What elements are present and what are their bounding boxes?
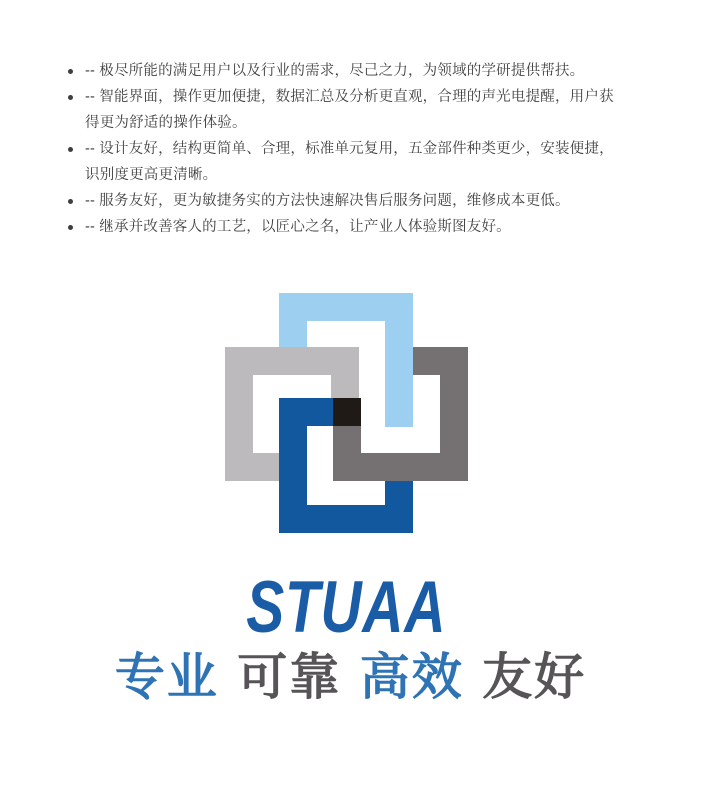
bullet-list — [66, 58, 626, 240]
logo-weave-lightblue — [385, 398, 413, 427]
slogan-word-1: 专业 — [114, 649, 219, 705]
bullet-text-3: -- 设计友好，结构更简单、合理，标准单元复用，五金部件种类更少，安装便捷，识别度更高更清晰。 — [85, 141, 614, 183]
bullet-item-1 — [66, 58, 626, 84]
logo-weave-darkgray-bottom — [333, 453, 468, 481]
logo-overlap-square — [333, 398, 361, 426]
bullet-text-1: -- 极尽所能的满足用户以及行业的需求，尽己之力，为领域的学研提供帮扶。 — [85, 63, 585, 79]
slogan-word-2: 可靠 — [237, 649, 342, 705]
logo-weave-white-2 — [385, 427, 413, 453]
brand-wordmark — [0, 567, 693, 648]
bullet-dot — [68, 225, 73, 230]
brand-logo — [225, 293, 468, 533]
bullet-item-3 — [66, 136, 626, 188]
bullet-text-2: -- 智能界面，操作更加便捷，数据汇总及分析更直观，合理的声光电提醒，用户获得更为舒适的操作体验。 — [85, 89, 614, 131]
bullet-dot — [68, 95, 73, 100]
slogan-word-4: 友好 — [482, 649, 587, 705]
bullet-item-4 — [66, 188, 626, 214]
bullet-item-5 — [66, 214, 626, 240]
bullet-dot — [68, 69, 73, 74]
logo-weave-white-1 — [361, 398, 385, 426]
brand-slogan — [0, 650, 701, 705]
brand-name-text: STUAA — [246, 567, 447, 648]
bullet-text-5: -- 继承并改善客人的工艺，以匠心之名，让产业人体验斯图友好。 — [85, 219, 511, 235]
bullet-item-2 — [66, 84, 626, 136]
slogan-word-3: 高效 — [359, 649, 464, 705]
interlocked-squares-icon — [225, 293, 468, 533]
bullet-dot — [68, 199, 73, 204]
bullet-dot — [68, 147, 73, 152]
bullet-text-4: -- 服务友好，更为敏捷务实的方法快速解决售后服务问题，维修成本更低。 — [85, 193, 570, 209]
